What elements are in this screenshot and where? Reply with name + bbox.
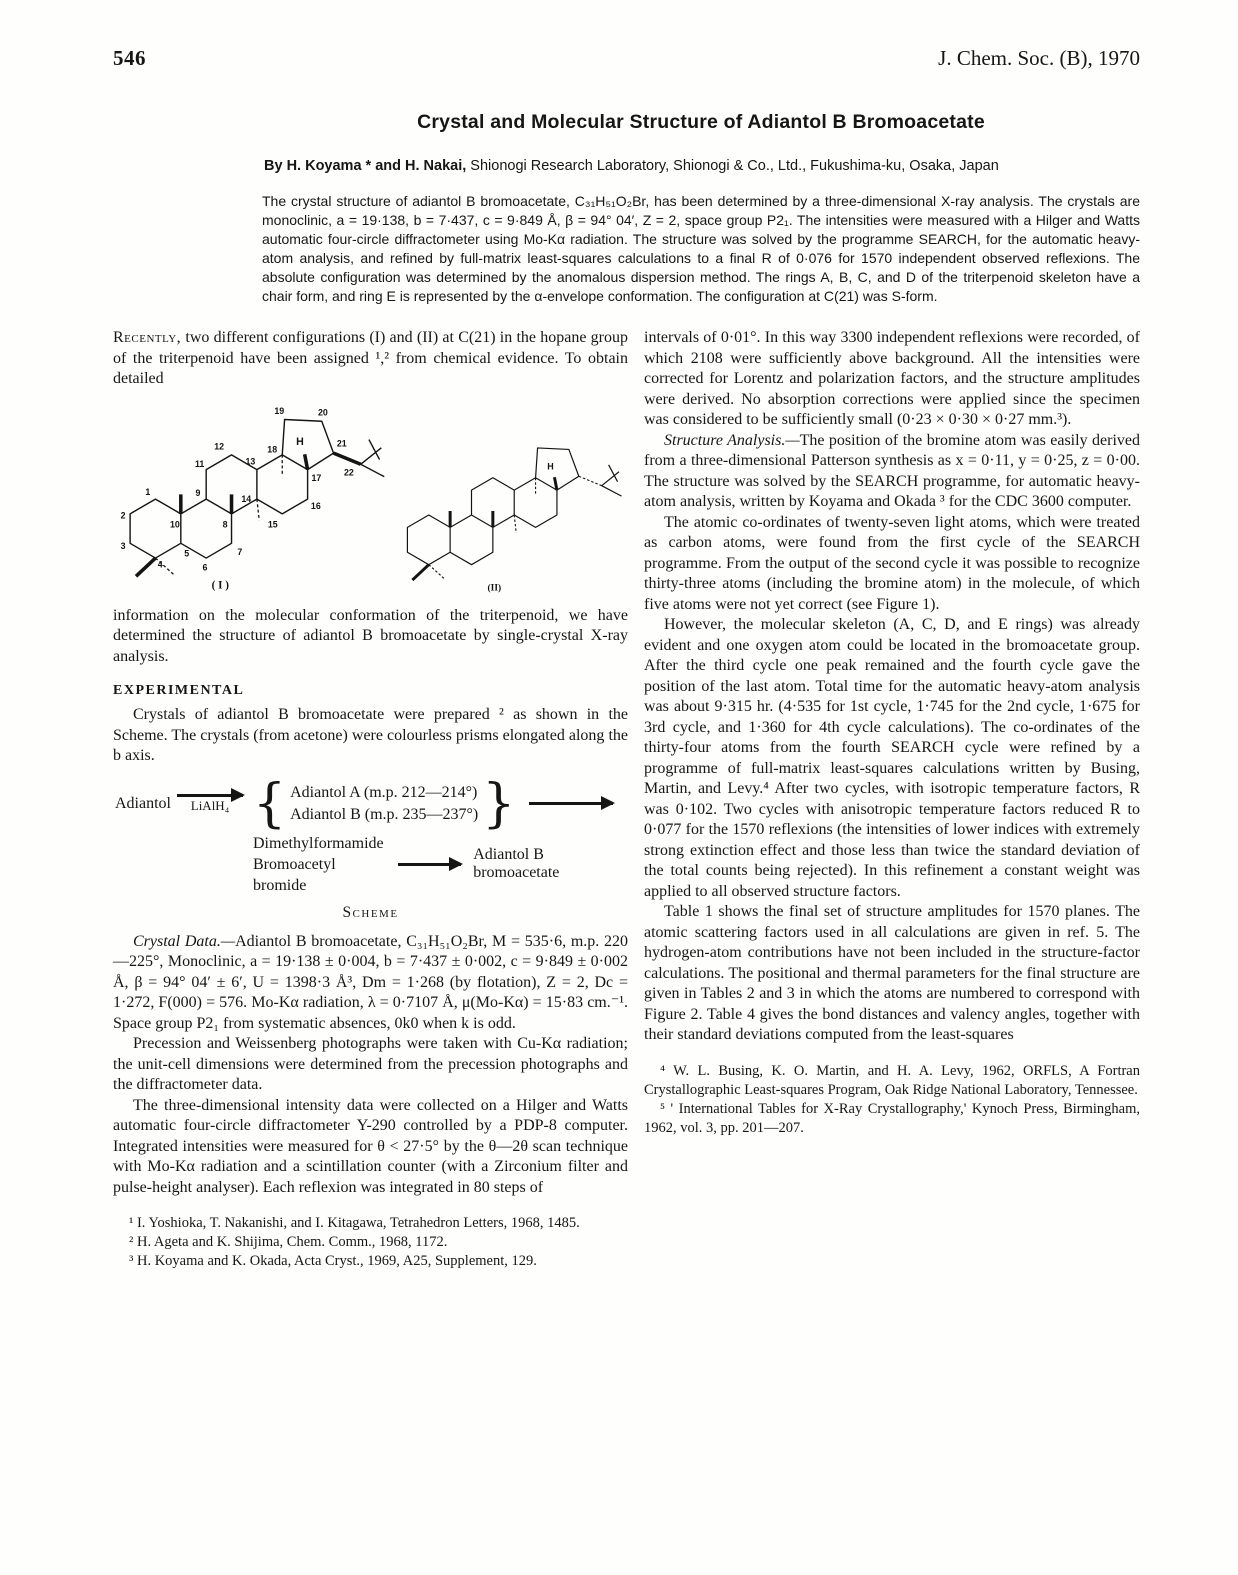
page-number: 546	[113, 46, 146, 70]
atom-label: ( I )	[211, 579, 230, 592]
scheme-caption: Scheme	[342, 903, 399, 921]
scheme-branch-a: Adiantol A (m.p. 212—214°)	[290, 783, 478, 801]
section-heading-experimental: EXPERIMENTAL	[113, 683, 245, 698]
paragraph-crystal-data	[113, 932, 628, 1035]
scheme-row-1	[115, 773, 628, 834]
atom-label: 22	[343, 467, 354, 478]
atom-label: 15	[267, 518, 278, 529]
journal-reference: J. Chem. Soc. (B), 1970	[938, 46, 1140, 70]
atom-label: 5	[184, 547, 190, 558]
chem-structure-figure	[113, 398, 628, 596]
scheme-reagent-line: Dimethylformamide	[253, 834, 384, 852]
structure-ii-drawing	[393, 433, 628, 596]
paper-title: Crystal and Molecular Structure of Adiantol B Bromoacetate	[417, 111, 985, 133]
paragraph-crystals: Crystals of adiantol B bromoacetate were prepared ² as shown in the Scheme. The crystals (from acetone) were colourless prisms elongated along the b axis.	[113, 706, 628, 764]
paragraph-information: information on the molecular conformation of the triterpenoid, we have determined the structure of adiantol B bromoacetate by single-crystal X-ray analysis.	[113, 606, 628, 665]
footnote-3: ³ H. Koyama and K. Okada, Acta Cryst., 1969, A25, Supplement, 129.	[129, 1253, 537, 1269]
open-brace: {	[253, 773, 287, 834]
atom-label: 21	[336, 438, 347, 449]
right-arrow-icon	[529, 802, 613, 805]
atom-label: 12	[214, 441, 225, 452]
scheme-product: Adiantol B bromoacetate	[473, 846, 560, 881]
scheme-arrow-1	[177, 794, 243, 814]
scheme-start-compound: Adiantol	[115, 794, 171, 812]
atom-label: 17	[311, 472, 322, 483]
paragraph-however: However, the molecular skeleton (A, C, D, and E rings) was already evident and one oxygen atom could be located in the bromoacetate group. After the third cycle one peak remained and the fourth cycle gave the position of the last atom. Total time for the automatic heavy-atom analysis was about 9·315 hr. (4·535 for 1st cycle, 1·745 for the 2nd cycle, 1·675 for 3rd cycle, and 1·360 for 4th cycle calculations). The co-ordinates of the thirty-four atoms from the fourth SEARCH cycle were refined by a programme of full-matrix least-squares calculations written by Busing, Martin, and Levy.⁴ After two cycles, with isotropic temperature factors, R was 0·102. Two cycles with anisotropic temperature factors reduced R to 0·077 for the 1570 reflexions (the intensities of lower indices with extremely strong extinction effect and those less than twice the standard deviation of the total counts being rejected). In this refinement a constant weight was applied to all observed structure factors.	[644, 616, 1140, 900]
abstract: The crystal structure of adiantol B bromoacetate, C₃₁H₅₁O₂Br, has been determined by a three-dimensional X-ray analysis. The crystals are monoclinic, a = 19·138, b = 7·437, c = 9·849 Å, β = 94° 04′, Z = 2, space group P2₁. The intensities were measured with a Hilger and Watts automatic four-circle diffractometer using Mo-Kα radiation. The structure was solved by the programme SEARCH, for the automatic heavy-atom analysis, and refined by full-matrix least-squares calculations to a final R of 0·076 for 1570 independent observed reflexions. The absolute configuration was determined by the anomalous dispersion method. The rings A, B, C, and D of the triterpenoid skeleton have a chair form, and ring E is represented by the α-envelope conformation. The configuration at C(21) was S-form.	[262, 193, 1140, 304]
footnote-1: ¹ I. Yoshioka, T. Nakanishi, and I. Kitagawa, Tetrahedron Letters, 1968, 1485.	[129, 1215, 580, 1231]
atom-label: 2	[120, 510, 126, 521]
left-column	[113, 328, 628, 1271]
atom-label: 13	[245, 455, 256, 466]
isopropyl-group	[361, 439, 385, 476]
atom-label: H	[296, 435, 304, 448]
dashed-bonds	[428, 476, 601, 578]
right-column	[644, 328, 1140, 1271]
atom-label: 14	[241, 493, 252, 504]
two-column-body	[113, 328, 1140, 1271]
right-arrow-icon	[398, 863, 462, 866]
structure-i-drawing	[113, 401, 393, 596]
atom-label: 11	[195, 458, 205, 469]
atom-label: 3	[120, 540, 126, 551]
footnote-4: ⁴ W. L. Busing, K. O. Martin, and H. A. Levy, 1962, ORFLS, A Fortran Crystallographic Least-squares Program, Oak Ridge National Laboratory, Tennessee.	[644, 1062, 1140, 1098]
author-affiliation: Shionogi Research Laboratory, Shionogi & Co., Ltd., Fukushima-ku, Osaka, Japan	[466, 158, 999, 174]
scheme-branches	[290, 782, 478, 826]
paragraph-text: two different configurations (I) and (II) at C(21) in the hopane group of the triterpenoid have been assigned ¹,² from chemical evidence. To obtain detailed	[113, 329, 628, 387]
paragraph-atomic-coordinates: The atomic co-ordinates of twenty-seven light atoms, which were treated as carbon atoms, were found from the first cycle of the SEARCH programme. From the output of the second cycle it was possible to recognize thirty-three atoms (including the bromine atom) in the molecule, of which five atoms were not yet correct (see Figure 1).	[644, 513, 1140, 613]
atom-label: 19	[274, 405, 285, 416]
paragraph-intervals: intervals of 0·01°. In this way 3300 independent reflexions were recorded, of which 2108 were sufficiently above background. All the intensities were corrected for Lorentz and polarization factors, and the structure amplitudes were derived. No absorption corrections were applied since the specimen was considered to be sufficiently small (0·23 × 0·30 × 0·27 mm.³).	[644, 329, 1140, 428]
paragraph-table1: Table 1 shows the final set of structure amplitudes for 1570 planes. The atomic scattering factors used in all calculations are given in ref. 5. The hydrogen-atom contributions have not been included in the structure-factor calculations. The positional and thermal parameters for the final structure are given in Tables 2 and 3 in which the atoms are numbered to correspond with Figure 2. Table 4 gives the bond distances and valency angles, together with their standard deviations computed from the least-squares	[644, 903, 1140, 1043]
scheme-reagents	[253, 833, 388, 896]
footnote-2: ² H. Ageta and K. Shijima, Chem. Comm., 1968, 1172.	[129, 1234, 448, 1250]
byline	[264, 156, 1094, 176]
scheme-row-2	[253, 833, 628, 896]
paragraph-lead-italic: Crystal Data.—	[133, 932, 236, 950]
author-names: By H. Koyama * and H. Nakai,	[264, 158, 467, 174]
paragraph-lead-italic: Structure Analysis.—	[664, 431, 800, 449]
atom-label: 20	[318, 406, 328, 417]
dashed-bonds	[155, 454, 282, 574]
atom-label: 9	[195, 487, 201, 498]
atom-label: 18	[267, 444, 278, 455]
atom-label: (II)	[487, 583, 501, 594]
paragraph-text: Adiantol B bromoacetate, C₃₁H₅₁O₂Br, M = 535·6, m.p. 220—225°, Monoclinic, a = 19·138 ± 0·004, b = 7·437 ± 0·002, c = 9·849 ± 0·002 Å, β = 94° 04′ ± 6′, U = 1398·3 Å³, Dm = 1·268 (by flotation), Z = 2, Dc = 1·272, F(000) = 576. Mo-Kα radiation, λ = 0·7107 Å, μ(Mo-Kα) = 15·83 cm.⁻¹. Space group P2₁ from systematic absences, 0k0 when k is odd.	[113, 932, 629, 1032]
paragraph-lead: Recently,	[113, 329, 182, 346]
atom-label: 4	[157, 558, 163, 569]
footnote-5: ⁵ ' International Tables for X-Ray Crystallography,' Kynoch Press, Birmingham, 1962, vol. 3, pp. 201—207.	[644, 1100, 1140, 1136]
front-matter	[262, 111, 1140, 306]
isopropyl-group	[601, 464, 621, 495]
atom-label: 8	[222, 518, 228, 529]
paragraph-intensity-data: The three-dimensional intensity data were collected on a Hilger and Watts automatic four-circle diffractometer Y-290 controlled by a PDP-8 computer. Integrated intensities were measured for θ < 27·5° by the θ—2θ scan technique with Mo-Kα radiation and a scintillation counter (with a Zirconium filter and pulse-height analyser). Each reflexion was integrated in 80 steps of	[113, 1096, 628, 1196]
close-brace: }	[482, 773, 516, 834]
atom-label: 7	[237, 546, 243, 557]
atom-label: 1	[145, 486, 151, 497]
atom-label: 10	[170, 518, 180, 529]
scheme-reagent-label: LiAlH₄	[190, 797, 230, 813]
right-arrow-icon	[177, 794, 243, 797]
wedge-bonds	[136, 453, 361, 576]
running-head	[113, 46, 1140, 71]
scheme-branch-b: Adiantol B (m.p. 235—237°)	[290, 805, 479, 823]
atom-label: 16	[310, 500, 321, 511]
paragraph-recently	[113, 328, 628, 390]
scheme-reagent-line: Bromoacetyl bromide	[253, 855, 336, 894]
atom-label: 6	[202, 561, 208, 572]
paragraph-text: The position of the bromine atom was easily derived from a three-dimensional Patterson synthesis as x = 0·11, y = 0·25, z = 0·00. The structure was solved by the SEARCH programme, for automatic heavy-atom analysis, written by Koyama and Okada ³ for the CDC 3600 computer.	[644, 431, 1140, 510]
paragraph-precession: Precession and Weissenberg photographs were taken with Cu-Kα radiation; the unit-cell dimensions were determined from the precession photographs and the diffractometer data.	[113, 1035, 628, 1093]
footnotes-right	[644, 1062, 1140, 1138]
atom-label: H	[546, 460, 554, 471]
reaction-scheme	[113, 773, 628, 922]
footnotes-left	[113, 1214, 628, 1271]
paragraph-structure-analysis	[644, 431, 1140, 513]
